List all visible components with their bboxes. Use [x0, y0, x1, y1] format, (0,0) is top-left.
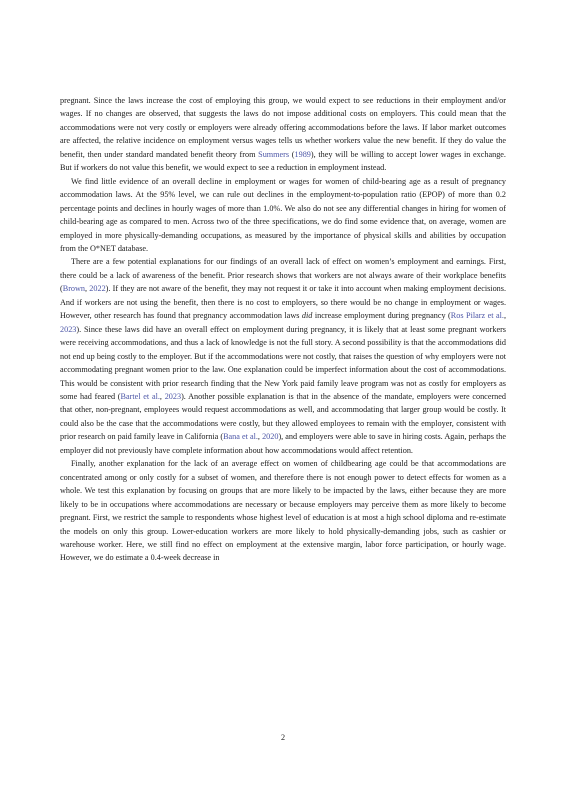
text-run: ,	[85, 284, 90, 294]
citation-link[interactable]: 2020	[262, 432, 279, 442]
citation-link[interactable]: 2023	[164, 391, 182, 401]
citation-link[interactable]: Summers	[258, 149, 290, 159]
citation-link[interactable]: Ros Pilarz et al.	[450, 311, 504, 321]
citation-link[interactable]: 2022	[89, 284, 106, 294]
paragraph	[60, 255, 506, 457]
body-text	[60, 94, 506, 565]
text-run: ). Another possible explanation is that in the absence of the mandate, employers were concerned that other, non-pregnant, employees would request accommodations as well, and accommodating that larger group would be costly. It could also be the case that the accommodations were costly, but they allowed employees to remain with the employer, consistent with prior research on paid family leave in California (	[60, 391, 506, 442]
text-run: We find little evidence of an overall decline in employment or wages for women of child-bearing age as a result of pregnancy accommodation laws. At the 95% level, we can rule out declines in the employment-to-population ratio (EPOP) of more than 0.2 percentage points and declines in hourly wages of more than 1.0%. We also do not see any differential changes in hiring for women of child-bearing age as compared to men. Across two of the three specifications, we do find some evidence that, on average, women are employed in more physically-demanding occupations, as measured by the importance of physical skills and abilities by occupation from the O*NET database.	[60, 176, 506, 253]
text-run: (	[289, 149, 295, 159]
text-run: increase employment during pregnancy (	[312, 311, 451, 321]
paragraph	[60, 175, 506, 256]
paragraph	[60, 457, 506, 565]
emphasized-text: did	[301, 311, 313, 321]
paragraph	[60, 94, 506, 175]
text-run: Finally, another explanation for the lack of an average effect on women of childbearing age could be that accommodations are concentrated among or only costly for a subset of women, and therefore there is not enough power to detect effects for women as a whole. We test this explanation by focusing on groups that are more likely to be impacted by the laws, either because they are more likely to be in occupations where accommodations are necessary or because employers may perceive them as more likely to become pregnant. First, we restrict the sample to respondents whose highest level of education is at most a high school diploma and re-estimate the models on only this group. Lower-education workers are more likely to hold physically-demanding jobs, such as cashier or warehouse worker. Here, we still find no effect on employment at the extensive margin, labor force participation, or hourly wage. However, we do estimate a 0.4-week decrease in	[60, 459, 506, 563]
text-run: ,	[503, 311, 507, 321]
text-run: ). If they are not aware of the benefit, they may not request it or take it into account when making employment decisions. And if workers are not using the benefit, then there is no cost to employers, so there would be no change in employment or wages. However, other research has found that pregnancy accommodation laws	[60, 284, 507, 321]
text-run: pregnant. Since the laws increase the cost of employing this group, we would expect to see reductions in their employment and/or wages. If no changes are observed, that suggests the laws do not impose additional costs on employers. This could mean that the accommodations were not very costly or employers were already offering accommodations before the laws. If labor market outcomes are affected, the relative incidence on employment versus wages tells us whether workers value the new benefit. If they do value the benefit, then under standard mandated benefit theory from	[60, 96, 506, 159]
text-run: ), and employers were able to save in hiring costs. Again, perhaps the employer did not previously have complete information about how accommodations would affect retention.	[60, 432, 507, 455]
text-run: ), they will be willing to accept lower wages in exchange. But if workers do not value this benefit, we would expect to see a reduction in employment instead.	[60, 149, 506, 173]
page-number: 2	[280, 733, 286, 742]
citation-link[interactable]: Brown	[62, 284, 86, 294]
text-run: ). Since these laws did have an overall effect on employment during pregnancy, it is likely that at least some pregnant workers were receiving accommodations, and thus a lack of knowledge is not the full story. A second possibility is that the accommodations did not end up being costly to the employer. But if the accommodations were not costly, that raises the question of why employers were not accommodating pregnant women prior to the law. One explanation could be imperfect information about the cost of accommodations. This would be consistent with prior research finding that the New York paid family leave program was not as costly for employers as some had feared (	[60, 324, 506, 401]
citation-link[interactable]: 2023	[60, 324, 77, 334]
text-run: ,	[159, 391, 165, 401]
citation-link[interactable]: Bartel et al.	[120, 391, 160, 401]
citation-link[interactable]: 1989	[294, 149, 311, 159]
text-run: ,	[257, 432, 263, 442]
citation-link[interactable]: Bana et al.	[223, 432, 258, 442]
text-run: There are a few potential explanations for our findings of an overall lack of effect on women’s employment and earnings. First, there could be a lack of awareness of the benefit. Prior research shows that workers are not always aware of their workplace benefits (	[60, 257, 506, 294]
